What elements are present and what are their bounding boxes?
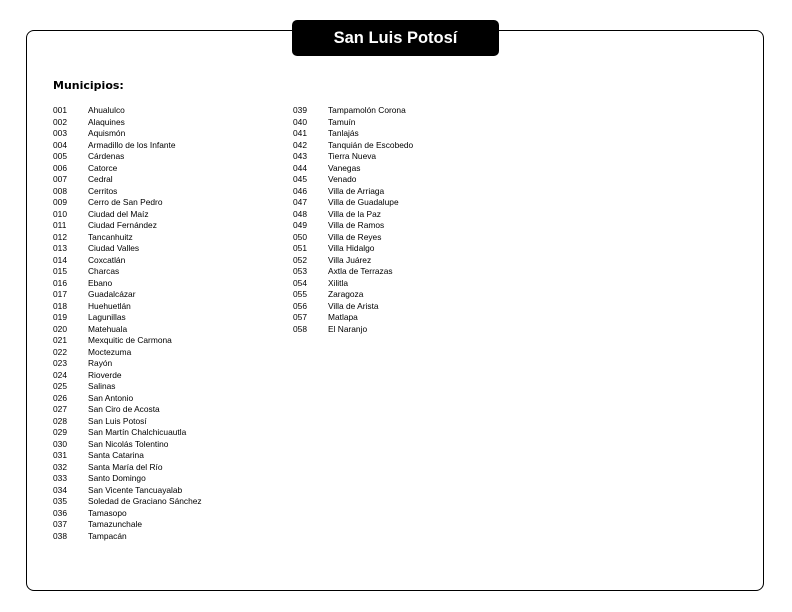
list-item [53,508,202,520]
municipios-list-right [293,105,413,335]
municipio-code: 034 [53,484,67,495]
list-item [293,117,413,129]
list-item [293,186,413,198]
list-item [293,163,413,175]
list-item [293,174,413,186]
list-item [293,289,413,301]
municipio-name: San Vicente Tancuayalab [88,484,183,495]
municipio-name: Zaragoza [328,289,364,299]
list-item [293,151,413,163]
municipio-name: Mexquitic de Carmona [88,335,172,345]
municipio-name: Tampamolón Corona [328,105,406,115]
list-item [53,335,202,347]
municipio-name: Vanegas [328,162,361,173]
municipio-code: 008 [53,185,67,196]
municipio-code: 035 [53,496,67,506]
municipio-name: Ciudad Valles [88,243,140,253]
municipio-code: 055 [293,289,307,299]
municipio-name: Catorce [88,162,118,173]
municipio-name: Tamasopo [88,507,127,518]
municipio-code: 014 [53,254,67,265]
municipio-name: Cárdenas [88,151,125,161]
municipio-name: Aquismón [88,128,126,138]
municipio-name: Lagunillas [88,312,126,322]
municipio-name: San Nicolás Tolentino [88,438,169,449]
municipio-code: 030 [53,438,67,449]
municipio-name: Ahualulco [88,105,125,115]
list-item [293,232,413,244]
municipio-code: 019 [53,312,67,322]
list-item [53,347,202,359]
municipio-name: Tampacán [88,530,127,541]
municipio-name: Huehuetlán [88,300,131,311]
section-heading: Municipios: [53,79,124,92]
list-item [53,473,202,485]
municipio-code: 012 [53,231,67,242]
list-item [53,301,202,313]
list-item [53,393,202,405]
list-item [293,209,413,221]
municipio-name: Coxcatlán [88,254,126,265]
municipio-code: 009 [53,197,67,207]
municipio-code: 057 [293,312,307,322]
municipio-name: Rayón [88,358,113,368]
list-item [53,485,202,497]
municipio-code: 033 [53,473,67,483]
list-item [53,186,202,198]
municipio-name: Cerritos [88,185,118,196]
list-item [293,197,413,209]
municipio-name: Villa Hidalgo [328,243,375,253]
municipio-code: 002 [53,116,67,127]
municipio-code: 044 [293,162,307,173]
municipio-name: Soledad de Graciano Sánchez [88,496,202,506]
municipio-name: Villa de la Paz [328,208,381,219]
municipio-name: Tamazunchale [88,519,143,529]
municipio-code: 016 [53,277,67,288]
municipio-code: 045 [293,174,307,184]
list-item [53,496,202,508]
municipio-code: 020 [53,323,67,334]
municipio-code: 028 [53,415,67,426]
municipio-code: 023 [53,358,67,368]
list-item [53,174,202,186]
municipio-code: 053 [293,266,307,276]
list-item [53,232,202,244]
municipio-name: Tamuín [328,116,356,127]
municipio-name: Santo Domingo [88,473,146,483]
list-item [53,105,202,117]
municipio-code: 010 [53,208,67,219]
municipio-code: 027 [53,404,67,414]
list-item [293,220,413,232]
municipio-code: 037 [53,519,67,529]
municipio-name: San Ciro de Acosta [88,404,160,414]
municipio-code: 042 [293,139,307,150]
list-item [53,163,202,175]
municipio-name: Tierra Nueva [328,151,377,161]
list-item [53,197,202,209]
municipio-name: Matehuala [88,323,128,334]
municipio-name: Ciudad del Maíz [88,208,149,219]
list-item [53,140,202,152]
municipio-name: Santa Catarina [88,450,144,460]
municipio-code: 005 [53,151,67,161]
municipio-name: Tancanhuitz [88,231,133,242]
list-item [293,301,413,313]
municipio-name: Ebano [88,277,113,288]
municipio-code: 011 [53,220,67,230]
municipio-code: 048 [293,208,307,219]
municipio-code: 013 [53,243,67,253]
municipio-code: 024 [53,369,67,380]
municipio-code: 038 [53,530,67,541]
list-item [53,209,202,221]
list-item [293,243,413,255]
list-item [293,266,413,278]
municipio-code: 050 [293,231,307,242]
list-item [293,278,413,290]
municipio-code: 006 [53,162,67,173]
list-item [53,531,202,543]
list-item [53,128,202,140]
municipio-code: 056 [293,300,307,311]
list-item [53,278,202,290]
municipio-name: Tanquián de Escobedo [328,139,414,150]
list-item [53,462,202,474]
municipio-code: 036 [53,507,67,518]
municipio-code: 015 [53,266,67,276]
municipio-code: 039 [293,105,307,115]
municipio-code: 040 [293,116,307,127]
municipio-code: 031 [53,450,67,460]
list-item [53,117,202,129]
municipio-code: 052 [293,254,307,265]
list-item [53,255,202,267]
municipio-code: 032 [53,461,67,472]
municipio-code: 001 [53,105,67,115]
list-item [53,151,202,163]
list-item [53,243,202,255]
list-item [53,519,202,531]
page-title: San Luis Potosí [292,20,499,56]
list-item [53,289,202,301]
municipio-name: San Martín Chalchicuautla [88,427,187,437]
list-item [53,324,202,336]
municipio-name: Villa Juárez [328,254,372,265]
municipio-name: Moctezuma [88,346,132,357]
municipio-code: 026 [53,392,67,403]
list-item [293,128,413,140]
municipio-code: 004 [53,139,67,150]
municipio-code: 054 [293,277,307,288]
municipio-name: Ciudad Fernández [88,220,157,230]
municipio-code: 022 [53,346,67,357]
municipio-name: Xilitla [328,277,349,288]
municipio-name: Venado [328,174,357,184]
list-item [53,427,202,439]
municipio-code: 029 [53,427,67,437]
list-item [53,450,202,462]
municipio-code: 046 [293,185,307,196]
municipio-name: Villa de Ramos [328,220,385,230]
municipio-name: San Luis Potosí [88,415,147,426]
municipios-list-left [53,105,202,542]
municipio-name: Armadillo de los Infante [88,139,176,150]
list-item [53,266,202,278]
municipio-code: 017 [53,289,67,299]
municipio-code: 025 [53,381,67,391]
municipio-code: 049 [293,220,307,230]
list-item [53,358,202,370]
municipio-name: San Antonio [88,392,134,403]
municipio-name: Salinas [88,381,116,391]
municipio-name: Tanlajás [328,128,359,138]
municipio-name: Axtla de Terrazas [328,266,393,276]
municipio-name: El Naranjo [328,323,368,334]
municipio-code: 047 [293,197,307,207]
list-item [53,381,202,393]
municipio-code: 058 [293,323,307,334]
municipio-name: Charcas [88,266,120,276]
list-item [293,324,413,336]
municipio-name: Villa de Arriaga [328,185,385,196]
list-item [293,105,413,117]
list-item [293,312,413,324]
municipio-code: 018 [53,300,67,311]
list-item [53,404,202,416]
list-item [293,140,413,152]
municipio-code: 051 [293,243,307,253]
municipio-name: Santa María del Río [88,461,163,472]
municipio-name: Villa de Guadalupe [328,197,399,207]
list-item [53,439,202,451]
list-item [53,416,202,428]
list-item [53,312,202,324]
list-item [53,220,202,232]
municipio-code: 021 [53,335,67,345]
municipio-code: 007 [53,174,67,184]
municipio-name: Villa de Reyes [328,231,382,242]
municipio-name: Alaquines [88,116,125,127]
municipio-name: Cerro de San Pedro [88,197,163,207]
municipio-name: Matlapa [328,312,358,322]
municipio-code: 043 [293,151,307,161]
municipio-name: Cedral [88,174,113,184]
list-item [53,370,202,382]
municipio-code: 041 [293,128,307,138]
municipio-name: Villa de Arista [328,300,379,311]
municipio-name: Guadalcázar [88,289,136,299]
municipio-name: Rioverde [88,369,122,380]
municipio-code: 003 [53,128,67,138]
list-item [293,255,413,267]
